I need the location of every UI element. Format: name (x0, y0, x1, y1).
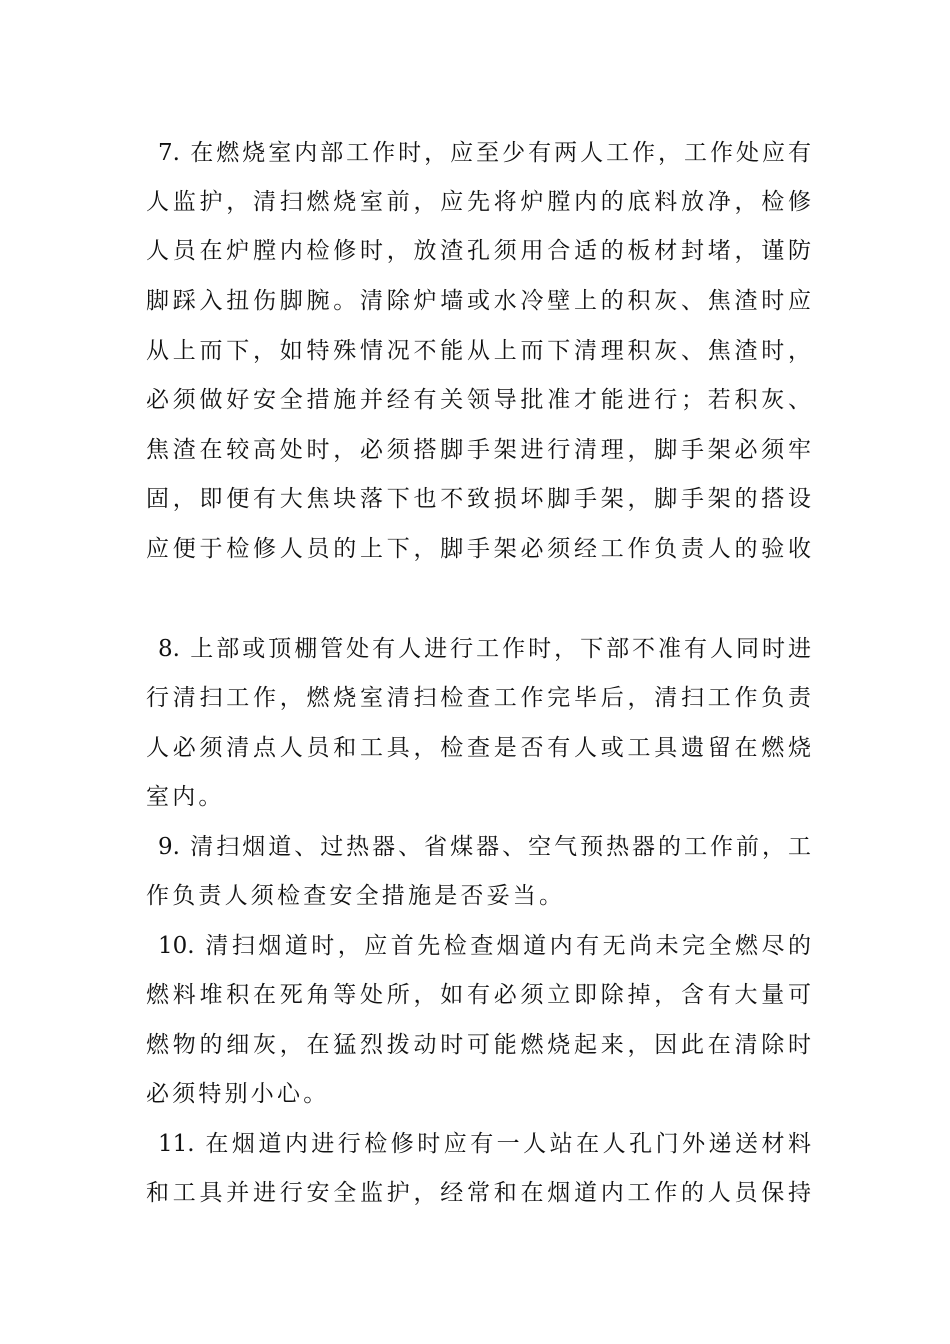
paragraph-7-line-4: 脚踩入扭伤脚腕。清除炉墙或水冷壁上的积灰、焦渣时应 (146, 288, 811, 314)
paragraph-7-line-5: 从上而下，如特殊情况不能从上而下清理积灰、焦渣时， (146, 338, 811, 364)
paragraph-9-line-2: 作负责人须检查安全措施是否妥当。 (146, 883, 566, 909)
paragraph-7-line-2: 人监护，清扫燃烧室前，应先将炉膛内的底料放净，检修 (146, 189, 811, 215)
paragraph-7-line-8: 固，即便有大焦块落下也不致损坏脚手架，脚手架的搭设 (146, 486, 811, 512)
paragraph-8-line-3: 人必须清点人员和工具，检查是否有人或工具遗留在燃烧 (146, 735, 811, 761)
paragraph-7-line-9: 应便于检修人员的上下，脚手架必须经工作负责人的验收 (146, 536, 811, 562)
paragraph-10-line-1: 10. 清扫烟道时，应首先检查烟道内有无尚未完全燃尽的 (158, 933, 811, 959)
paragraph-7-line-1: 7. 在燃烧室内部工作时，应至少有两人工作，工作处应有 (158, 140, 811, 166)
paragraph-8-line-1: 8. 上部或顶棚管处有人进行工作时，下部不准有人同时进 (158, 636, 811, 662)
paragraph-11-line-2: 和工具并进行安全监护，经常和在烟道内工作的人员保持 (146, 1180, 811, 1206)
paragraph-7-line-6: 必须做好安全措施并经有关领导批准才能进行；若积灰、 (146, 387, 811, 413)
paragraph-10-line-2: 燃料堆积在死角等处所，如有必须立即除掉，含有大量可 (146, 982, 811, 1008)
paragraph-11-line-1: 11. 在烟道内进行检修时应有一人站在人孔门外递送材料 (158, 1131, 811, 1157)
paragraph-10-line-3: 燃物的细灰，在猛烈拨动时可能燃烧起来，因此在清除时 (146, 1032, 811, 1058)
paragraph-10-line-4: 必须特别小心。 (146, 1081, 330, 1107)
paragraph-8-line-2: 行清扫工作，燃烧室清扫检查工作完毕后，清扫工作负责 (146, 685, 811, 711)
paragraph-7-line-7: 焦渣在较高处时，必须搭脚手架进行清理，脚手架必须牢 (146, 437, 811, 463)
paragraph-8-line-4: 室内。 (146, 784, 225, 810)
paragraph-9-line-1: 9. 清扫烟道、过热器、省煤器、空气预热器的工作前，工 (158, 834, 811, 860)
paragraph-7-line-3: 人员在炉膛内检修时，放渣孔须用合适的板材封堵，谨防 (146, 238, 811, 264)
